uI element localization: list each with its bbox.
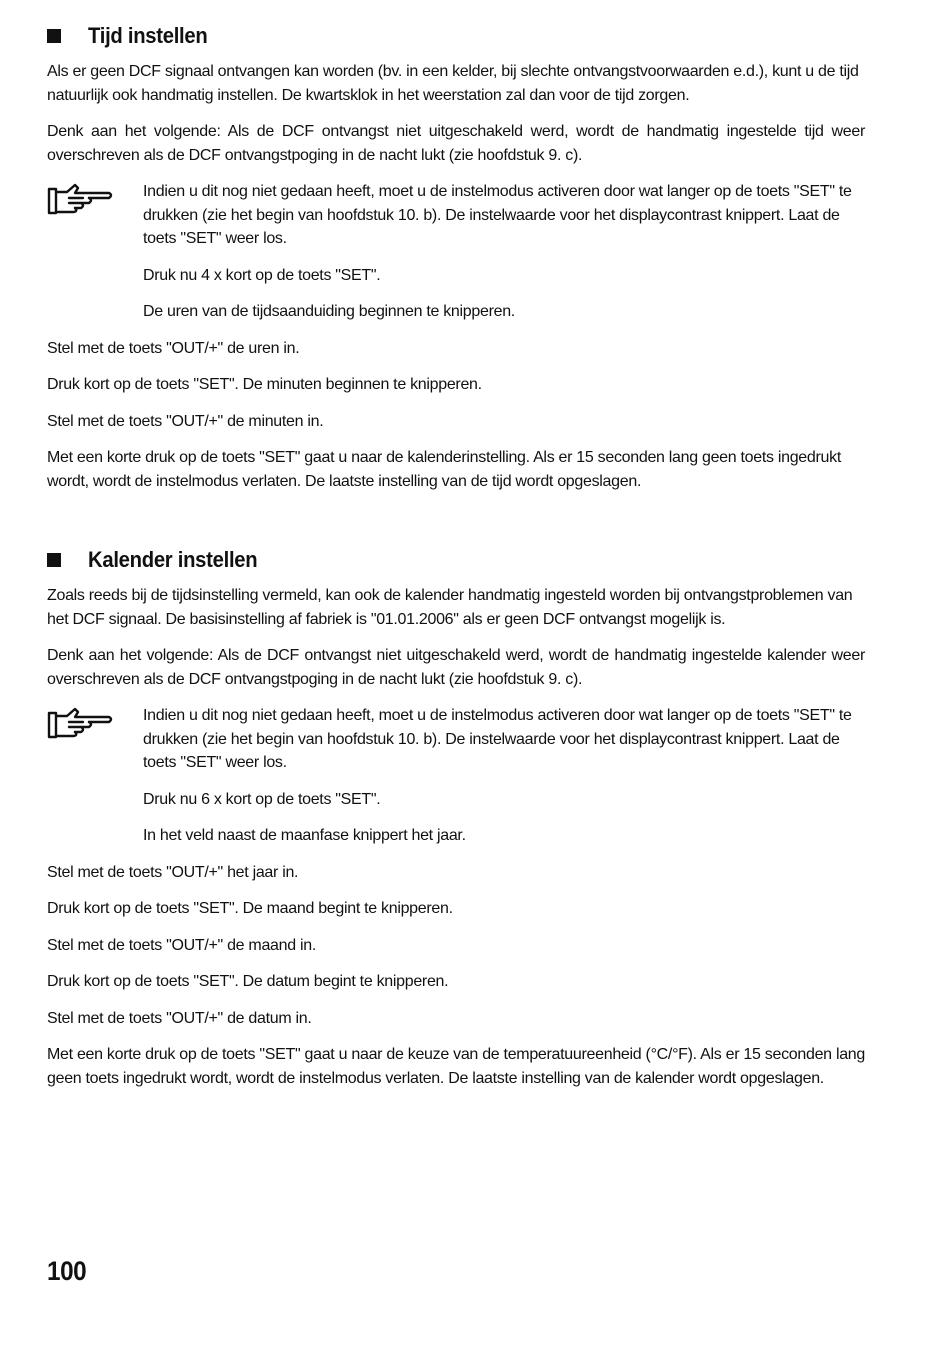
- paragraph: Met een korte druk op de toets "SET" gaat u naar de keuze van de temperatuureenheid (°C/°F). Als er 15 seconden lang geen toets ingedrukt wordt, wordt de instelmodus verlaten. De laatste instelling van de kalender wordt opgeslagen.: [47, 1046, 865, 1087]
- paragraph: Als er geen DCF signaal ontvangen kan worden (bv. in een kelder, bij slechte ontvangstvoorwaarden e.d.), kunt u de tijd natuurlijk ook handmatig instellen. De kwartsklok in het weerstation zal dan voor de tijd zorgen.: [47, 63, 859, 104]
- paragraph: Zoals reeds bij de tijdsinstelling vermeld, kan ook de kalender handmatig ingesteld worden bij ontvangstproblemen van het DCF signaal. De basisinstelling af fabriek is "01.01.2006" als er geen DCF ontvangst mogelijk is.: [47, 587, 853, 628]
- paragraph: Denk aan het volgende: Als de DCF ontvangst niet uitgeschakeld werd, wordt de handmatig ingestelde tijd weer overschreven als de DCF ontvangstpoging in de nacht lukt (zie hoofdstuk 9. c).: [47, 123, 865, 164]
- note-block: [47, 704, 865, 848]
- note-text: Druk nu 4 x kort op de toets "SET".: [143, 266, 381, 284]
- section-title: Kalender instellen: [88, 547, 258, 572]
- step-text: Stel met de toets "OUT/+" de maand in.: [47, 936, 316, 954]
- step-text: Druk kort op de toets "SET". De minuten beginnen te knipperen.: [47, 376, 482, 393]
- section-heading-tijd: [47, 20, 865, 52]
- paragraph: Met een korte druk op de toets "SET" gaat u naar de kalenderinstelling. Als er 15 seconden lang geen toets ingedrukt wordt, wordt de instelmodus verlaten. De laatste instelling van de tijd wordt opgeslagen.: [47, 449, 841, 490]
- note-text: In het veld naast de maanfase knippert het jaar.: [143, 827, 466, 844]
- step-text: Stel met de toets "OUT/+" de minuten in.: [47, 412, 324, 430]
- step-text: Stel met de toets "OUT/+" het jaar in.: [47, 863, 299, 881]
- paragraph: Denk aan het volgende: Als de DCF ontvangst niet uitgeschakeld werd, wordt de handmatig ingestelde kalender weer overschreven als de DCF ontvangstpoging in de nacht lukt (zie hoofdstuk 9. c).: [47, 647, 865, 688]
- section-heading-kalender: [47, 544, 865, 576]
- pointing-hand-icon: [47, 180, 115, 218]
- square-bullet-icon: [47, 553, 61, 567]
- document-page: [47, 20, 865, 1103]
- note-text: Indien u dit nog niet gedaan heeft, moet u de instelmodus activeren door wat langer op de toets "SET" te drukken (zie het begin van hoofdstuk 10. b). De instelwaarde voor het displaycontrast knippert. Laat de toets "SET" weer los.: [143, 183, 852, 247]
- note-block: [47, 180, 865, 324]
- section-title: Tijd instellen: [88, 23, 208, 48]
- note-text: Druk nu 6 x kort op de toets "SET".: [143, 790, 381, 808]
- step-text: Druk kort op de toets "SET". De datum begint te knipperen.: [47, 973, 449, 990]
- step-text: Stel met de toets "OUT/+" de uren in.: [47, 339, 300, 357]
- note-text: Indien u dit nog niet gedaan heeft, moet u de instelmodus activeren door wat langer op de toets "SET" te drukken (zie het begin van hoofdstuk 10. b). De instelwaarde voor het displaycontrast knippert. Laat de toets "SET" weer los.: [143, 707, 852, 771]
- note-text: De uren van de tijdsaanduiding beginnen te knipperen.: [143, 303, 515, 320]
- page-number: 100: [47, 1256, 87, 1286]
- step-text: Stel met de toets "OUT/+" de datum in.: [47, 1009, 312, 1027]
- square-bullet-icon: [47, 29, 61, 43]
- step-text: Druk kort op de toets "SET". De maand begint te knipperen.: [47, 900, 453, 917]
- pointing-hand-icon: [47, 704, 115, 742]
